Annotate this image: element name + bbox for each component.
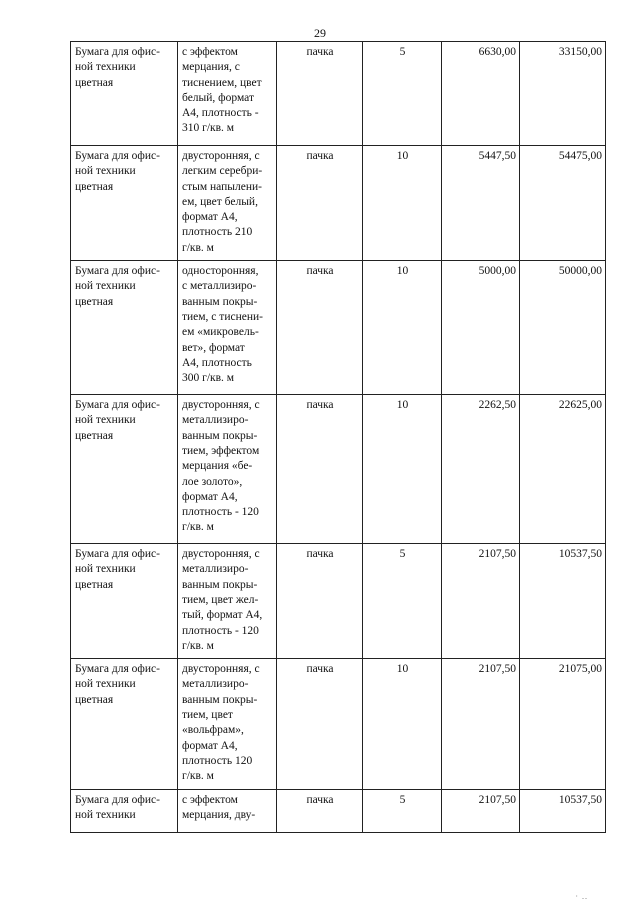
product-name-cell: [71, 146, 178, 261]
total: 54475,00: [558, 150, 602, 162]
product-table-body: [71, 42, 606, 833]
quantity-cell: [363, 395, 442, 544]
unit: пачка: [306, 663, 334, 676]
price-cell: [442, 395, 520, 544]
product-name: Бумага для офис- ной техники цветная: [75, 548, 160, 591]
quantity-cell: [363, 544, 442, 659]
unit: пачка: [306, 150, 334, 162]
unit-cell: [277, 544, 363, 659]
quantity: 10: [396, 663, 409, 676]
price: 5447,50: [478, 150, 516, 162]
unit: пачка: [306, 399, 334, 412]
product-description: односторонняя, с металлизиро- ванным покры- тием, с тиснени- ем «микровель- вет», формат А4, плотность 300 г/кв. м: [182, 265, 263, 385]
total-cell: [520, 42, 606, 146]
price: 2262,50: [478, 399, 516, 412]
unit-cell: [277, 42, 363, 146]
product-description-cell: [178, 42, 277, 146]
product-description-cell: [178, 146, 277, 261]
unit: пачка: [306, 548, 334, 561]
product-description: двусторонняя, с легким серебри- стым напылени- ем, цвет белый, формат А4, плотность 210 г/кв. м: [182, 150, 263, 254]
page-number: 29: [314, 26, 326, 40]
product-name: Бумага для офис- ной техники цветная: [75, 150, 160, 193]
total: 22625,00: [558, 399, 602, 412]
price: 5000,00: [478, 265, 516, 278]
total: 50000,00: [558, 265, 602, 278]
product-name-cell: [71, 261, 178, 395]
product-description-cell: [178, 790, 277, 833]
total: 10537,50: [558, 548, 602, 561]
product-name: Бумага для офис- ной техники цветная: [75, 399, 160, 442]
total: 10537,50: [558, 794, 602, 807]
table-row: [71, 395, 606, 544]
price-cell: [442, 659, 520, 790]
unit: пачка: [306, 265, 334, 278]
quantity-cell: [363, 42, 442, 146]
price-cell: [442, 261, 520, 395]
price: 2107,50: [478, 548, 516, 561]
total-cell: [520, 544, 606, 659]
quantity-cell: [363, 146, 442, 261]
product-description-cell: [178, 659, 277, 790]
price: 2107,50: [478, 794, 516, 807]
total-cell: [520, 790, 606, 833]
total-cell: [520, 395, 606, 544]
product-name-cell: [71, 42, 178, 146]
price-cell: [442, 544, 520, 659]
total: 33150,00: [558, 46, 602, 58]
quantity: 10: [396, 265, 409, 278]
quantity-cell: [363, 659, 442, 790]
product-name-cell: [71, 395, 178, 544]
table-row: [71, 790, 606, 833]
product-name: Бумага для офис- ной техники цветная: [75, 663, 160, 706]
table-row: [71, 42, 606, 146]
product-name: Бумага для офис- ной техники цветная: [75, 46, 160, 89]
price-cell: [442, 790, 520, 833]
product-description: двусторонняя, с металлизиро- ванным покры- тием, цвет жел- тый, формат А4, плотность - 120 г/кв. м: [182, 548, 263, 652]
product-description-cell: [178, 261, 277, 395]
unit-cell: [277, 790, 363, 833]
unit: пачка: [306, 46, 334, 58]
total-cell: [520, 146, 606, 261]
product-name: Бумага для офис- ной техники: [75, 794, 160, 822]
price: 2107,50: [478, 663, 516, 676]
quantity-cell: [363, 790, 442, 833]
quantity: 5: [399, 46, 406, 58]
price: 6630,00: [478, 46, 516, 58]
product-description: с эффектом мерцания, с тиснением, цвет белый, формат А4, плотность - 310 г/кв. м: [182, 46, 262, 135]
product-description-cell: [178, 544, 277, 659]
quantity: 10: [396, 150, 409, 162]
total-cell: [520, 261, 606, 395]
total-cell: [520, 659, 606, 790]
product-name: Бумага для офис- ной техники цветная: [75, 265, 160, 308]
table-row: [71, 261, 606, 395]
product-description-cell: [178, 395, 277, 544]
price-cell: [442, 42, 520, 146]
unit-cell: [277, 395, 363, 544]
total: 21075,00: [558, 663, 602, 676]
quantity: 10: [396, 399, 409, 412]
unit-cell: [277, 261, 363, 395]
product-name-cell: [71, 659, 178, 790]
product-description: с эффектом мерцания, дву-: [182, 794, 256, 822]
unit: пачка: [306, 794, 334, 807]
product-description: двусторонняя, с металлизиро- ванным покры- тием, эффектом мерцания «бе- лое золото», формат А4, плотность - 120 г/кв. м: [182, 399, 260, 534]
table-row: [71, 544, 606, 659]
product-table: [70, 41, 606, 833]
product-description: двусторонняя, с металлизиро- ванным покры- тием, цвет «вольфрам», формат А4, плотность 120 г/кв. м: [182, 663, 260, 783]
unit-cell: [277, 659, 363, 790]
quantity: 5: [399, 548, 406, 561]
unit-cell: [277, 146, 363, 261]
table-row: [71, 659, 606, 790]
quantity: 5: [399, 794, 406, 807]
scan-corner-mark: · ..: [575, 892, 588, 901]
table-row: [71, 146, 606, 261]
product-name-cell: [71, 544, 178, 659]
quantity-cell: [363, 261, 442, 395]
product-name-cell: [71, 790, 178, 833]
price-cell: [442, 146, 520, 261]
